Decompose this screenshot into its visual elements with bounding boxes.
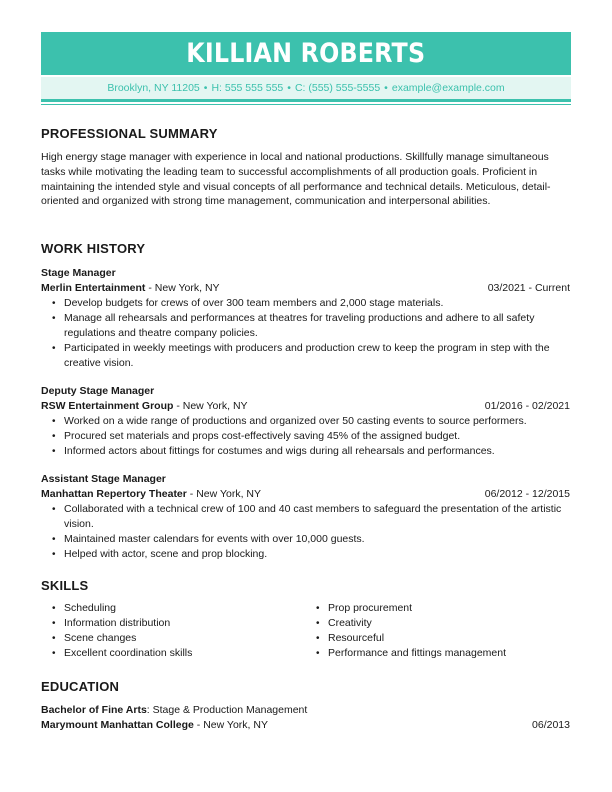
separator: • — [287, 82, 291, 94]
header-rule-thin — [41, 104, 571, 105]
list-item: • Information distribution — [52, 616, 312, 631]
job-title: Deputy Stage Manager — [41, 385, 155, 397]
job-dates: 06/2012 - 12/2015 — [484, 488, 570, 500]
list-item: • Participated in weekly meetings with producers and production crew to keep the program in step with the creative vision. — [52, 341, 570, 371]
list-item: • Collaborated with a technical crew of 100 and 40 cast members to safeguard the presentation of the artistic vision. — [52, 502, 570, 532]
school-location: - New York, NY — [193, 719, 268, 731]
name-banner — [41, 32, 571, 75]
header-rule-thick — [41, 99, 571, 102]
list-item: • Helped with actor, scene and prop blocking. — [52, 547, 570, 562]
graduation-date: 06/2013 — [532, 719, 570, 731]
list-item: • Manage all rehearsals and performances at theatres for traveling productions and adhere to all safety regulations and theatre company policies. — [52, 311, 570, 341]
job-employer-row — [41, 281, 570, 295]
school: Marymount Manhattan College — [41, 719, 194, 731]
degree-field: : Stage & Production Management — [146, 704, 308, 716]
cell-phone: C: (555) 555-5555 — [294, 82, 381, 94]
separator: • — [384, 82, 388, 94]
list-item: • Scheduling — [52, 601, 312, 616]
job-bullets — [52, 502, 570, 562]
job-dates: 03/2021 - Current — [487, 282, 570, 294]
skills-list-right — [316, 601, 576, 661]
school-row — [41, 718, 570, 732]
degree-row — [41, 703, 570, 717]
job-bullets — [52, 414, 570, 459]
list-item: • Excellent coordination skills — [52, 646, 312, 661]
job-company: Merlin Entertainment — [41, 282, 146, 294]
list-item: • Worked on a wide range of productions and organized over 50 casting events to source performers. — [52, 414, 570, 429]
home-phone: H: 555 555 555 — [211, 82, 284, 94]
job-company: Manhattan Repertory Theater — [41, 488, 187, 500]
contact-bar — [41, 77, 571, 99]
list-item: • Develop budgets for crews of over 300 team members and 2,000 stage materials. — [52, 296, 570, 311]
list-item: • Procured set materials and props cost-effectively saving 45% of the assigned budget. — [52, 429, 570, 444]
list-item: • Performance and fittings management — [316, 646, 576, 661]
skills-list-left — [52, 601, 312, 661]
degree: Bachelor of Fine Arts — [41, 704, 147, 716]
list-item: • Creativity — [316, 616, 576, 631]
list-item: • Scene changes — [52, 631, 312, 646]
email: example@example.com — [391, 82, 505, 94]
job-employer-row — [41, 399, 570, 413]
job-location: - New York, NY — [173, 400, 248, 412]
list-item: • Prop procurement — [316, 601, 576, 616]
skills-heading: SKILLS — [41, 578, 89, 593]
list-item: • Resourceful — [316, 631, 576, 646]
education-heading: EDUCATION — [41, 679, 120, 694]
list-item: • Maintained master calendars for events with over 10,000 guests. — [52, 532, 570, 547]
address: Brooklyn, NY 11205 — [107, 82, 200, 94]
job-bullets — [52, 296, 570, 371]
job-location: - New York, NY — [145, 282, 220, 294]
work-history-heading: WORK HISTORY — [41, 241, 146, 256]
summary-heading: PROFESSIONAL SUMMARY — [41, 126, 218, 141]
job-employer-row — [41, 487, 570, 501]
list-item: • Informed actors about fittings for costumes and wigs during all rehearsals and performances. — [52, 444, 570, 459]
job-dates: 01/2016 - 02/2021 — [484, 400, 570, 412]
job-company: RSW Entertainment Group — [41, 400, 174, 412]
job-title: Assistant Stage Manager — [41, 473, 166, 485]
separator: • — [203, 82, 208, 94]
job-location: - New York, NY — [186, 488, 261, 500]
job-title: Stage Manager — [41, 267, 116, 279]
summary-text: High energy stage manager with experience in local and national productions. Skillfully manage simultaneous tasks while motivating the leading team to successful accomplishments of all production goals. Proficient in maintaining the intended style and visual concepts of all performance and technical details. Meticulous, detail-oriented and organized with strong time management, communication and interpersonal abilities. — [41, 151, 551, 208]
candidate-name: KILLIAN ROBERTS — [186, 38, 426, 69]
